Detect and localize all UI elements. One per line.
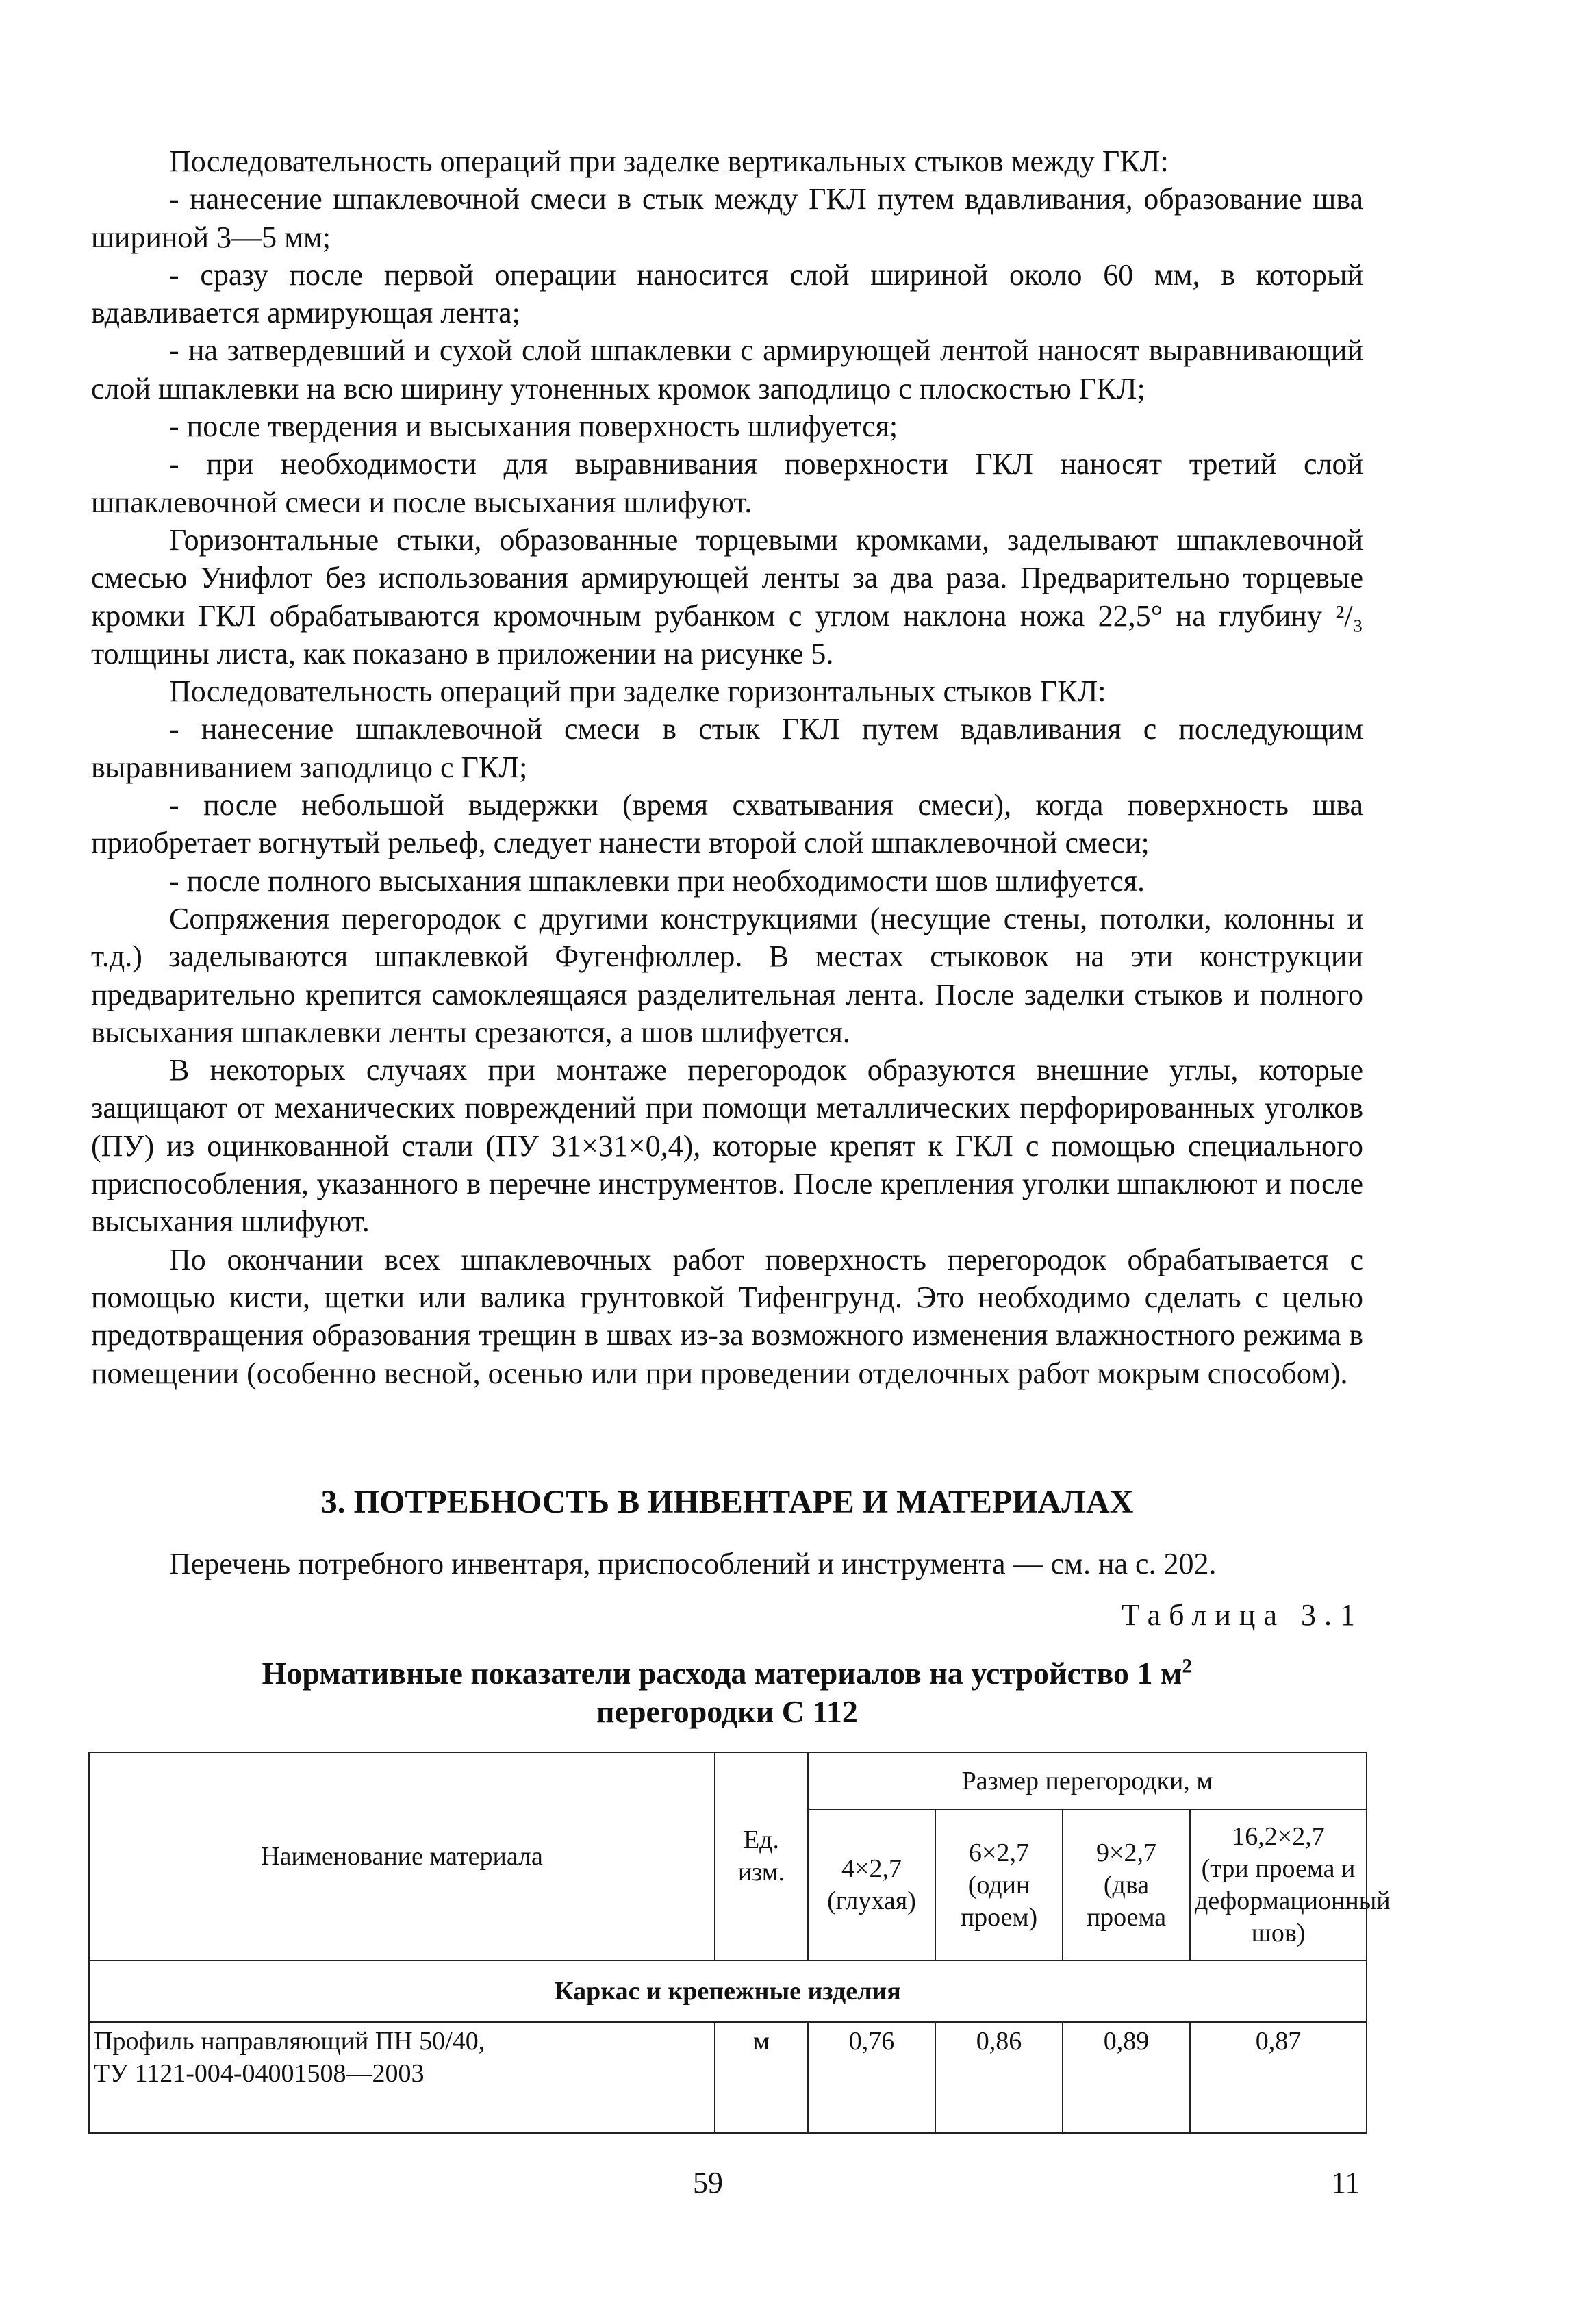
size-note: (три проема и деформационный шов) xyxy=(1195,1854,1391,1947)
header-size xyxy=(935,1810,1063,1960)
list-item: - нанесение шпаклевочной смеси в стык ГКЛ путем вдавливания с последующим выравниванием заподлицо с ГКЛ; xyxy=(91,712,1363,784)
table-title xyxy=(91,1654,1363,1731)
material-name-cell xyxy=(89,2022,715,2133)
table-title-text: Нормативные показатели расхода материалов на устройство 1 м xyxy=(262,1656,1182,1691)
page-number-right: 11 xyxy=(1331,2166,1360,2199)
list-item: - при необходимости для выравнивания поверхности ГКЛ наносят третий слой шпаклевочной смеси и после высыхания шлифуют. xyxy=(91,447,1363,519)
list-item: - после небольшой выдержки (время схватывания смеси), когда поверхность шва приобретает вогнутый рельеф, следует нанести второй слой шпаклевочной смеси; xyxy=(91,788,1363,860)
reference-line: Перечень потребного инвентаря, приспособлений и инструмента — см. на с. 202. xyxy=(169,1547,1217,1580)
paragraph: Сопряжения перегородок с другими конструкциями (несущие стены, потолки, колонны и т.д.) заделываются шпаклевкой Фугенфюллер. В местах стыковок на эти конструкции предварительно крепится самоклеящаяся разделительная лента. После заделки стыков и полного высыхания шпаклевки ленты срезаются, а шов шлифуется. xyxy=(91,901,1363,1049)
table-title-text-line2: перегородки С 112 xyxy=(596,1694,858,1729)
value-cell: 0,86 xyxy=(935,2022,1063,2133)
size-dim: 6×2,7 xyxy=(969,1838,1029,1867)
material-spec: ТУ 1121-004-04001508—2003 xyxy=(94,2059,425,2088)
size-dim: 16,2×2,7 xyxy=(1232,1822,1325,1851)
section-heading: 3. ПОТРЕБНОСТЬ В ИНВЕНТАРЕ И МАТЕРИАЛАХ xyxy=(320,1484,1134,1520)
unit-cell: м xyxy=(715,2022,808,2133)
header-size-group: Размер перегородки, м xyxy=(808,1752,1367,1810)
value-cell: 0,89 xyxy=(1063,2022,1190,2133)
size-dim: 4×2,7 xyxy=(841,1854,902,1883)
paragraph: В некоторых случаях при монтаже перегородок образуются внешние углы, которые защищают от механических повреждений при помощи металлических перфорированных уголков (ПУ) из оцинкованной стали (ПУ 31×31×0,4), которые крепят к ГКЛ с помощью специального приспособления, указанного в перечне инструментов. После крепления уголки шпаклюют и после высыхания шлифуют. xyxy=(91,1053,1363,1239)
list-item: - на затвердевший и сухой слой шпаклевки с армирующей лентой наносят выравнивающий слой шпаклевки на всю ширину утоненных кромок заподлицо с плоскостью ГКЛ; xyxy=(91,333,1363,405)
table-row xyxy=(89,2022,1367,2133)
list-item: - сразу после первой операции наносится слой шириной около 60 мм, в который вдавливается армирующая лента; xyxy=(91,257,1363,330)
paragraph: Горизонтальные стыки, образованные торцевыми кромками, заделывают шпаклевочной смесью Унифлот без использования армирующей ленты за два раза. Предварительно торцевые кромки ГКЛ обрабатываются кромочным рубанком с углом наклона ножа 22,5° на глубину ²/₃ толщины листа, как показано в приложении на рисунке 5. xyxy=(91,522,1363,670)
value-cell: 0,76 xyxy=(808,2022,935,2133)
table-section-row: Каркас и крепежные изделия xyxy=(89,1960,1367,2022)
table-title-superscript: 2 xyxy=(1182,1654,1193,1678)
size-note: (два проема xyxy=(1086,1870,1167,1932)
list-item: - после полного высыхания шпаклевки при необходимости шов шлифуется. xyxy=(169,863,1145,898)
header-name: Наименование материала xyxy=(89,1752,715,1960)
paragraph: Последовательность операций при заделке вертикальных стыков между ГКЛ: xyxy=(169,144,1169,178)
paragraph: Последовательность операций при заделке горизонтальных стыков ГКЛ: xyxy=(169,674,1106,709)
value-cell: 0,87 xyxy=(1190,2022,1367,2133)
page-number-center: 59 xyxy=(693,2166,723,2199)
header-size xyxy=(1063,1810,1190,1960)
material-name: Профиль направляющий ПН 50/40, xyxy=(94,2027,485,2056)
body-text xyxy=(91,142,1363,1392)
paragraph: По окончании всех шпаклевочных работ поверхность перегородок обрабатывается с помощью кисти, щетки или валика грунтовкой Тифенгрунд. Это необходимо сделать с целью предотвращения образования трещин в швах из-за возможного изменения влажностного режима в помещении (особенно весной, осенью или при проведении отделочных работ мокрым способом). xyxy=(91,1242,1363,1390)
list-item: - после твердения и высыхания поверхность шлифуется; xyxy=(169,409,898,444)
materials-table xyxy=(88,1752,1391,2134)
size-note: (глухая) xyxy=(827,1886,916,1915)
header-size xyxy=(808,1810,935,1960)
header-unit: Ед. изм. xyxy=(715,1752,808,1960)
size-dim: 9×2,7 xyxy=(1096,1838,1156,1867)
table-label: Таблица 3.1 xyxy=(1121,1598,1363,1632)
list-item: - нанесение шпаклевочной смеси в стык между ГКЛ путем вдавливания, образование шва шириной 3—5 мм; xyxy=(91,182,1363,254)
header-size xyxy=(1190,1810,1391,1960)
size-note: (один проем) xyxy=(960,1870,1038,1932)
